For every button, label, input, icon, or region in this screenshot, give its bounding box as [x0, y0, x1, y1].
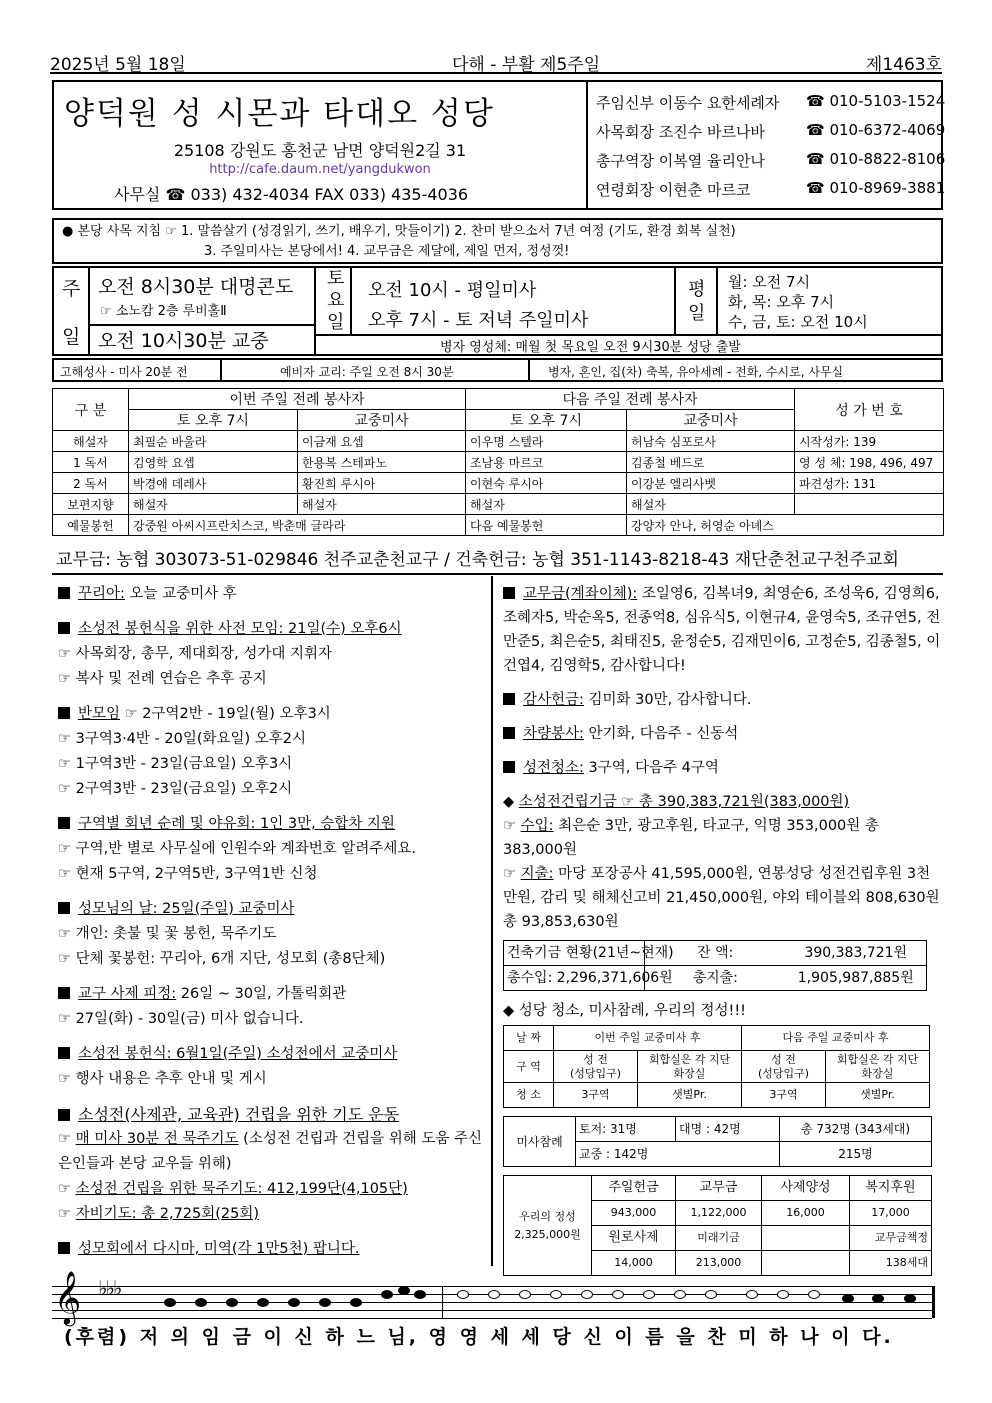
liturgy: 다해 - 부활 제5주일: [452, 55, 601, 75]
office-phone: 사무실 ☎ 033) 432-4034 FAX 033) 435-4036: [114, 185, 469, 204]
date: 2025년 5월 18일: [50, 55, 186, 75]
table-row: 보편지향 해설자 해설자 해설자 해설자: [53, 494, 944, 515]
bank-accounts: 교무금: 농협 303073-51-029846 천주교춘천교구 / 건축헌금: 농협 351-1143-8218-43 재단춘천교구천주교회: [56, 550, 899, 570]
notice-dues: 교무금(계좌이체): 조일영6, 김복녀9, 최영순6, 조성욱6, 김영희6, 조혜자5, 박순옥5, 전종억8, 심유식5, 이현규4, 윤영숙5, 조규연5, 전만준5, 최은순5, 최태진5, 윤정순5, 김재민이6, 고정순5, 김종철5, 이건엽4, 김영학5, 감사합니다!: [503, 586, 941, 674]
notice-mary-day: 성모님의 날: 25일(주일) 교중미사 ☞ 개인: 촛불 및 꽃 봉헌, 묵주기도 ☞ 단체 꽃봉헌: 꾸리아, 6개 지단, 성모회 (총8단체): [58, 901, 386, 967]
notice-prayer-campaign: 소성전(사제관, 교육관) 건립을 위한 기도 운동 ☞ 매 미사 30분 전 묵주기도 (소성전 건립과 건립을 위해 도움 주신 은인들과 본당 교우들 위해) ☞ 소성전 건립을 위한 묵주기도: 412,199단(4,105단) ☞ 자비기도: 총 2,725회(25회): [58, 1105, 482, 1222]
hymn-lyrics: (후렴) 저 의 임 금 이 신 하 느 님, 영 영 세 세 당 신 이 름 을 찬 미 하 나 이 다.: [64, 1326, 894, 1348]
sunday-mass-1: 오전 8시30분 대명콘도: [98, 276, 294, 298]
cleaning-table: 날 짜 이번 주일 교중미사 후 다음 주일 교중미사 후 구 역 성 전 (성당입구) 회합실은 각 지단 화장실 성 전 (성당입구) 회합실은 각 지단 화장실 청 소 3구역 샛별Pr. 3구역 샛별Pr.: [503, 1025, 930, 1108]
saturday-label: 토 요 일: [327, 268, 345, 333]
notice-retreat: 교구 사제 피정: 26일 ~ 30일, 가톨릭회관 ☞ 27일(화) - 30일(금) 미사 없습니다.: [58, 986, 347, 1027]
contact-row: 주임신부 이동수 요한세례자 ☎ 010-5103-1524: [596, 92, 946, 112]
phone: ☎ 010-6372-4069: [806, 121, 946, 139]
table-row: 예물봉헌 강중원 아씨시프란치스코, 박춘매 글라라 다음 예물봉헌 강양자 안나, 허영순 아녜스: [53, 515, 944, 536]
mass-schedule: 주 일 오전 8시30분 대명콘도 ☞ 소노캄 2층 루비홀Ⅱ 오전 10시30분 교중 토 요 일 오전 10시 - 평일미사 오후 7시 - 토 저녁 주일미사 평 일 월: 오전 7시 화, 목: 오후 7시 수, 금, 토: 오전 10시 병자 영성체: 매월 첫 목요일 오전 9시30분 성당 출발: [52, 266, 943, 356]
phone: ☎ 010-8822-8106: [806, 150, 946, 168]
saturday-mass-2: 오후 7시 - 토 저녁 주일미사: [368, 310, 589, 331]
offering-table: 우리의 정성 2,325,000원 주일헌금 교무금 사제양성 복지후원 943,000 1,122,000 16,000 17,000 원로사제 미래기금 교무금책정 14,000 213,000 138세대: [503, 1175, 932, 1276]
notice-ban-meeting: 반모임 ☞ 2구역2반 - 19일(월) 오후3시 ☞ 3구역3·4반 - 20일(화요일) 오후2시 ☞ 1구역3반 - 23일(금요일) 오후3시 ☞ 2구역3반 - 23일(금요일) 오후2시: [58, 706, 331, 797]
saturday-mass-1: 오전 10시 - 평일미사: [368, 280, 537, 301]
notice-pilgrimage: 구역별 회년 순례 및 야유회: 1인 3만, 승합차 지원 ☞ 구역,반 별로 사무실에 인원수와 계좌번호 알려주세요. ☞ 현재 5구역, 2구역5반, 3구역1반 신청: [58, 816, 417, 882]
contacts: [586, 82, 946, 208]
sacrament-info: 고해성사 - 미사 20분 전 예비자 교리: 주일 오전 8시 30분 병자, 혼인, 집(차) 축복, 유아세례 - 전화, 수시로, 사무실: [52, 358, 943, 382]
website-link[interactable]: http://cafe.daum.net/yangdukwon: [209, 162, 431, 177]
attendance-table: 미사참례 토저: 31명 대명 : 42명 총 732명 (343세대) 교중 : 142명 215명: [503, 1116, 932, 1167]
notice-curia: 꾸리아: 오늘 교중미사 후: [58, 582, 488, 607]
table-row: 해설자 최필순 바울라 이금재 요셉 이우명 스텔라 허남숙 심포로사 시작성가: 139: [53, 431, 944, 452]
fund-status-table: 건축기금 현황(21년~현재) 잔 액: 390,383,721원 총수입: 2,296,371,606원 총지출: 1,905,987,885원: [503, 940, 927, 991]
right-column: 교무금(계좌이체): 조일영6, 김복녀9, 최영순6, 조성욱6, 김영희6, 조혜자5, 박순옥5, 전종억8, 심유식5, 이현규4, 윤영숙5, 조규연5, 전만준5, 최은순5, 최태진5, 윤정순5, 김재민이6, 고정순5, 김종철5, 이건엽4, 김영학5, 감사합니다! 감사헌금: 김미화 30만, 감사합니다. 차량봉사: 안기화, 다음주 - 신동석 성전청소: 3구역, 다음주 4구역 ◆ 소성전건립기금 ☞ 총 390,383,721원(383,000원) ☞ 수입: 최은순 3만, 광고후원, 타교구, 익명 353,000원 총 383,000원 ☞ 지출: 마당 포장공사 41,595,000원, 연봉성당 성전건립후원 3천만원, 감리 및 해체신고비 21,450,000원, 야외 테이블외 808,630원 총 93,853,630원 건축기금 현황(21년~현재) 잔 액: 390,383,721원 총수입: 2,296,371,606원 총지출: 1,905,987,885원 ◆ 성당 청소, 미사참례, 우리의 정성!!! 날 짜 이번 주일 교중미사 후 다음 주일 교중미사 후 구 역 성 전 (성당입구) 회합실은 각 지단 화장실 성 전 (성당입구) 회합실은 각 지단 화장실 청 소 3구역 샛별Pr. 3구역 샛별Pr. 미사참례 토저: 31명 대명 : 42명 총 732명 (343세대) 교중 : 142명 215명 우리의 정성 2,325,000원 주일헌금 교무금 사제양성 복지후원 943,000 1,122,000 16,000 17,000 원로사제 미래기금 교무금책정 14,000 213,000 138세대: [503, 582, 943, 1276]
pastoral-guidelines: ● 본당 사목 지침 ☞ 1. 말씀살기 (성경읽기, 쓰기, 배우기, 맛들이기) 2. 찬미 받으소서 7년 여정 (기도, 환경 회복 실천) 3. 주일미사는 본당에서! 4. 교무금은 제달에, 제일 먼저, 정성껏!: [52, 218, 943, 264]
sick-communion: 병자 영성체: 매월 첫 목요일 오전 9시30분 성당 출발: [440, 340, 741, 355]
building-fund: ◆ 소성전건립기금 ☞ 총 390,383,721원(383,000원) ☞ 수입: 최은순 3만, 광고후원, 타교구, 익명 353,000원 총 383,000원 ☞ 지출: 마당 포장공사 41,595,000원, 연봉성당 성전건립후원 3천만원, 감리 및 해체신고비 21,450,000원, 야외 테이블외 808,630원 총 93,853,630원: [503, 794, 940, 930]
weekday-label: 평 일: [688, 279, 706, 324]
notice-dedication: 소성전 봉헌식: 6월1일(주일) 소성전에서 교중미사 ☞ 행사 내용은 추후 안내 및 게시: [58, 1046, 398, 1087]
parish-header: [52, 80, 946, 210]
contact-row: 총구역장 이복열 율리안나 ☎ 010-8822-8106: [596, 150, 946, 170]
notice-thanks: 감사헌금: 김미화 30만, 감사합니다.: [503, 688, 943, 712]
contact-row: 연령회장 이현춘 마르코 ☎ 010-8969-3881: [596, 179, 946, 199]
contact-row: 사목회장 조진수 바르나바 ☎ 010-6372-4069: [596, 121, 946, 141]
weekday-mass: 월: 오전 7시 화, 목: 오후 7시 수, 금, 토: 오전 10시: [728, 273, 868, 331]
notice-sale: 성모회에서 다시마, 미역(각 1만5천) 팝니다.: [58, 1237, 488, 1262]
top-bar: [50, 50, 942, 74]
notice-prep-meeting: 소성전 봉헌식을 위한 사전 모임: 21일(수) 오후6시 ☞ 사목회장, 총무, 제대회장, 성가대 지휘자 ☞ 복사 및 전례 연습은 추후 공지: [58, 621, 402, 687]
address: 25108 강원도 홍천군 남면 양덕원2길 31: [173, 141, 467, 160]
sunday-mass-2: 오전 10시30분 교중: [98, 330, 269, 352]
notice-driving: 차량봉사: 안기화, 다음주 - 신동석: [503, 722, 943, 746]
phone: ☎ 010-8969-3881: [806, 179, 946, 197]
issue-number: 제1463호: [865, 55, 942, 75]
phone: ☎ 010-5103-1524: [806, 92, 946, 110]
server-table: 구 분 이번 주일 전례 봉사자 다음 주일 전례 봉사자 성 가 번 호 토 오후 7시 교중미사 토 오후 7시 교중미사 해설자 최필순 바울라 이금재 요셉 이우명 스텔라 허남숙 심포로사 시작성가: 139 1 독서 김영학 요셉 한용복 스테파노 조남용 마르코 김종철 베드로 영 성 체: 198, 496, 497 2 독서 박경애 데레사 황진희 루시아 이현숙 루시아 이강분 엘리사벳 파견성가: 131 보편지향 해설자 해설자 해설자 해설자 예물봉헌 강중원 아씨시프란치스코, 박춘매 글라라 다음 예물봉헌 강양자 안나, 허영순 아녜스: [52, 388, 944, 536]
left-column: [58, 582, 488, 1272]
table-row: 2 독서 박경애 데레사 황진희 루시아 이현숙 루시아 이강분 엘리사벳 파견성가: 131: [53, 473, 944, 494]
flat-signs-icon: ♭♭♭: [98, 1276, 121, 1300]
treble-clef-icon: 𝄞: [54, 1270, 82, 1324]
parish-name: 양덕원 성 시몬과 타대오 성당: [64, 96, 495, 132]
notice-cleaning: 성전청소: 3구역, 다음주 4구역: [503, 756, 943, 780]
table-row: 1 독서 김영학 요셉 한용복 스테파노 조남용 마르코 김종철 베드로 영 성 체: 198, 496, 497: [53, 452, 944, 473]
